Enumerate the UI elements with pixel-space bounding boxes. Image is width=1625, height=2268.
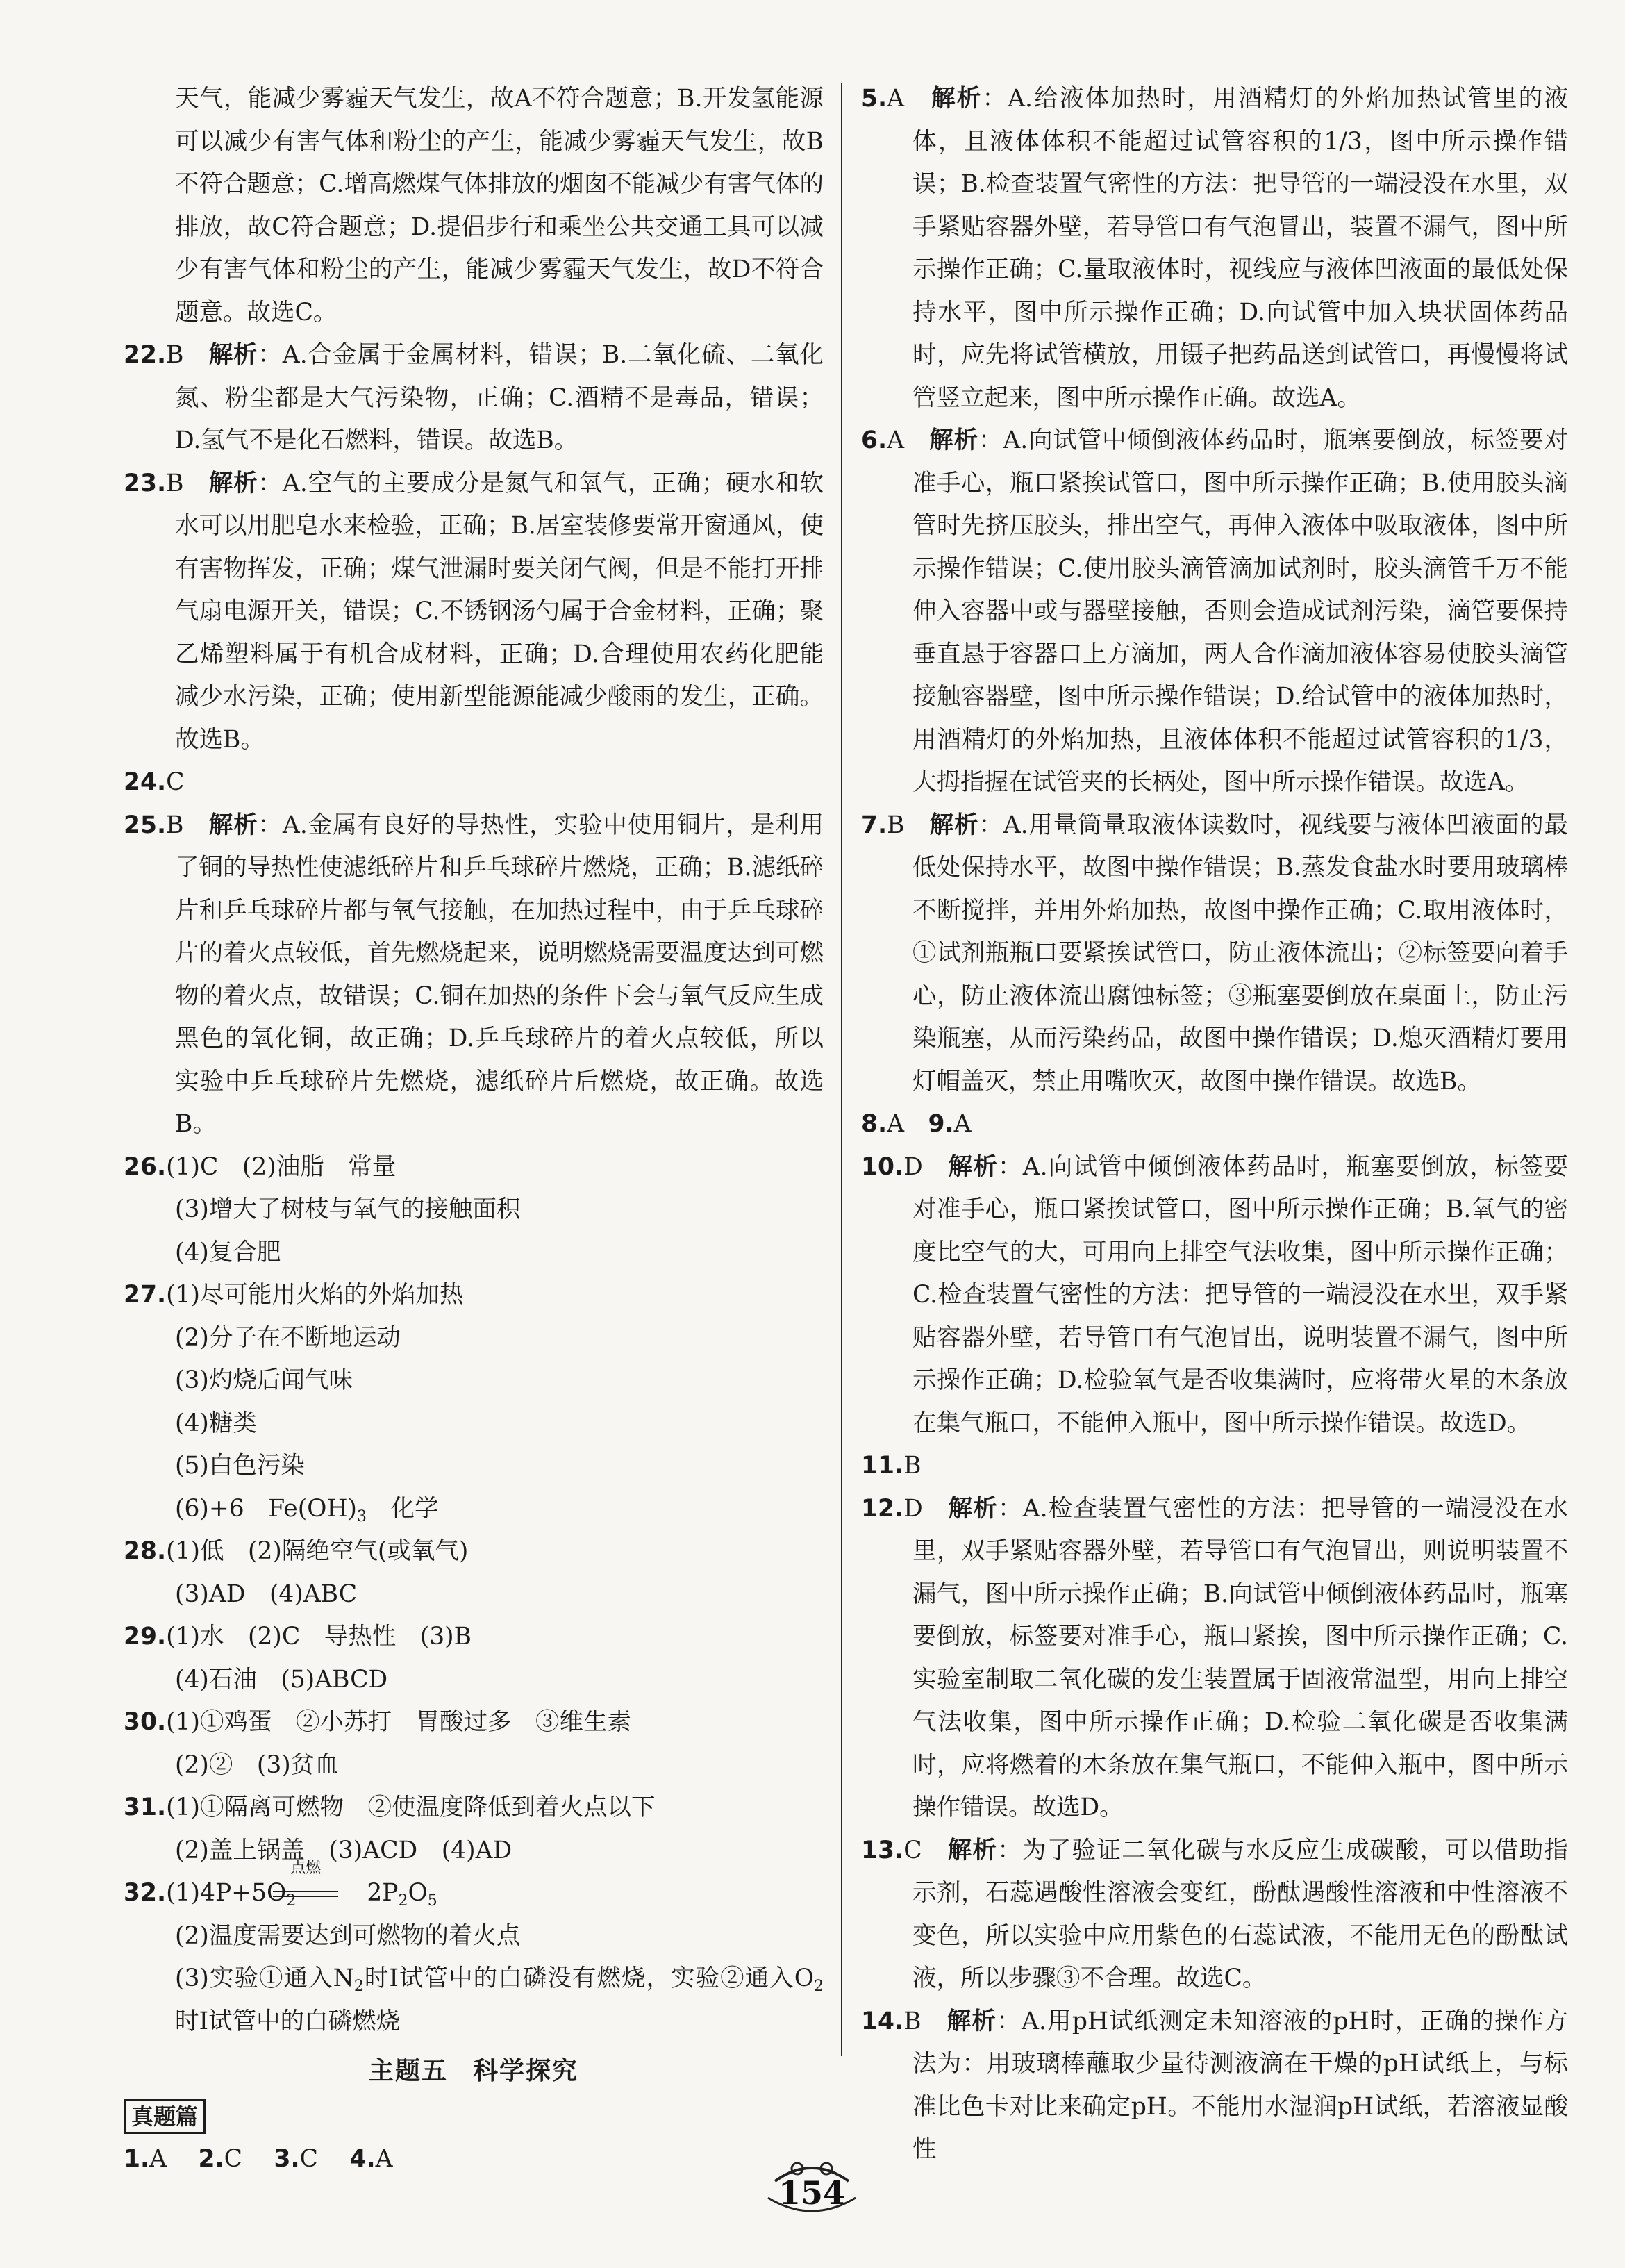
- answer-27-line: (5)白色污染: [175, 1452, 305, 1480]
- answer-30-line: (2)② (3)贫血: [175, 1750, 339, 1779]
- page-number: 154: [778, 2174, 846, 2212]
- answer-27-line: (6)+6 $Fe(OH)_3$ 化学: [175, 1494, 439, 1525]
- answer-32-line: (3)实验①通入$N_2$时Ⅰ试管中的白磷没有燃烧，实验②通入$O_2$时Ⅰ试管中的白磷燃烧: [175, 1964, 824, 2035]
- answer-32-line: (2)温度需要达到可燃物的着火点: [175, 1921, 521, 1950]
- answer-13: 13.C 解析：为了验证二氧化碳与水反应生成碳酸，可以借助指示剂，石蕊遇酸性溶液会变红，酚酞遇酸性溶液和中性溶液不变色，所以实验中应用紫色的石蕊试液，不能用无色的酚酞试液，所以步骤③不合理。故选C。: [861, 1836, 1569, 1992]
- answer-25: 25.B 解析：A.金属有良好的导热性，实验中使用铜片，是利用了铜的导热性使滤纸碎片和乒乓球碎片燃烧，正确；B.滤纸碎片和乒乓球碎片都与氧气接触，在加热过程中，由于乒乓球碎片的着火点较低，首先燃烧起来，说明燃烧需要温度达到可燃物的着火点，故错误；C.铜在加热的条件下会与氧气反应生成黑色的氧化铜，故正确；D.乒乓球碎片的着火点较低，所以实验中乒乓球碎片先燃烧，滤纸碎片后燃烧，故正确。故选B。: [124, 811, 824, 1138]
- answer-27-line: (4)糖类: [175, 1409, 257, 1437]
- answer-27-line: (3)灼烧后闻气味: [175, 1366, 353, 1394]
- answer-30: 30.(1)①鸡蛋 ②小苏打 胃酸过多 ③维生素: [124, 1708, 631, 1736]
- answer-7: 7.B 解析：A.用量筒量取液体读数时，视线要与液体凹液面的最低处保持水平，故图中操作错误；B.蒸发食盐水时要用玻璃棒不断搅拌，并用外焰加热，故图中操作正确；C.取用液体时，①试剂瓶瓶口要紧挨试管口，防止液体流出；②标签要向着手心，防止液体流出腐蚀标签；③瓶塞要倒放在桌面上，防止污染瓶塞，从而污染药品，故图中操作错误；D.熄灭酒精灯要用灯帽盖灭，禁止用嘴吹灭，故图中操作错误。故选B。: [861, 811, 1569, 1095]
- answer-26-line: (4)复合肥: [175, 1238, 281, 1266]
- answer-28: 28.(1)低 (2)隔绝空气(或氧气): [124, 1537, 469, 1565]
- answer-28-line: (3)AD (4)ABC: [175, 1580, 358, 1608]
- answer-6: 6.A 解析：A.向试管中倾倒液体药品时，瓶塞要倒放，标签要对准手心，瓶口紧挨试管口，图中所示操作正确；B.使用胶头滴管时先挤压胶头，排出空气，再伸入液体中吸取液体，图中所示操作错误；C.使用胶头滴管滴加试剂时，胶头滴管千万不能伸入容器中或与器壁接触，否则会造成试剂污染，滴管要保持垂直悬于容器口上方滴加，两人合作滴加液体容易使胶头滴管接触容器壁，图中所示操作错误；D.给试管中的液体加热时，用酒精灯的外焰加热，且液体体积不能超过试管容积的1/3，大拇指握在试管夹的长柄处，图中所示操作错误。故选A。: [861, 427, 1569, 796]
- answer-22: 22.B 解析：A.合金属于金属材料，错误；B.二氧化硫、二氧化氮、粉尘都是大气污染物，正确；C.酒精不是毒品，错误；D.氢气不是化石燃料，错误。故选B。: [124, 341, 824, 454]
- answer-31: 31.(1)①隔离可燃物 ②使温度降低到着火点以下: [124, 1794, 656, 1821]
- answer-29-line: (4)石油 (5)ABCD: [175, 1665, 388, 1694]
- answer-10: 10.D 解析：A.向试管中倾倒液体药品时，瓶塞要倒放，标签要对准手心，瓶口紧挨试管口，图中所示操作正确；B.氧气的密度比空气的大，可用向上排空气法收集，图中所示操作正确；C.检查装置气密性的方法：把导管的一端浸没在水里，双手紧贴容器外壁，若导管口有气泡冒出，说明装置不漏气，图中所示操作正确；D.检验氧气是否收集满时，应将带火星的木条放在集气瓶口，不能伸入瓶中，图中所示操作错误。故选D。: [861, 1152, 1568, 1437]
- answer-26: 26.(1)C (2)油脂 常量: [124, 1152, 397, 1181]
- equals-sign: [273, 1891, 338, 1897]
- answer-27: 27.(1)尽可能用火焰的外焰加热: [124, 1281, 464, 1309]
- answer-26-line: (3)增大了树枝与氧气的接触面积: [175, 1195, 521, 1223]
- left-column: [124, 78, 824, 2181]
- column-divider: [841, 83, 842, 2056]
- answer-14: 14.B 解析：A.用pH试纸测定未知溶液的pH时，正确的操作方法为：用玻璃棒蘸取少量待测液滴在干燥的pH试纸上，与标准比色卡对比来确定pH。不能用水湿润pH试纸，若溶液显酸性: [861, 2007, 1569, 2163]
- final-answers-row: 1.A 2.C 3.C 4.A: [124, 2145, 393, 2173]
- answer-27-line: (2)分子在不断地运动: [175, 1323, 401, 1352]
- answer-5: 5.A 解析：A.给液体加热时，用酒精灯的外焰加热试管里的液体，且液体体积不能超过试管容积的1/3，图中所示操作错误；B.检查装置气密性的方法：把导管的一端浸没在水里，双手紧贴容器外壁，若导管口有气泡冒出，装置不漏气，图中所示操作正确；C.量取液体时，视线应与液体凹液面的最低处保持水平，图中所示操作正确；D.向试管中加入块状固体药品时，应先将试管横放，用镊子把药品送到试管口，再慢慢将试管竖立起来，图中所示操作正确。故选A。: [861, 85, 1569, 412]
- answer-29: 29.(1)水 (2)C 导热性 (3)B: [124, 1623, 472, 1650]
- q21-continuation: 天气，能减少雾霾天气发生，故A不符合题意；B.开发氢能源可以减少有害气体和粉尘的产生，能减少雾霾天气发生，故B不符合题意；C.增高燃煤气体排放的烟囱不能减少有害气体的排放，故C符合题意；D.提倡步行和乘坐公共交通工具可以减少有害气体和粉尘的产生，能减少雾霾天气发生，故D不符合题意。故选C。: [175, 85, 824, 326]
- page-number-badge: [754, 2153, 869, 2227]
- answer-12: 12.D 解析：A.检查装置气密性的方法：把导管的一端浸没在水里，双手紧贴容器外壁，若导管口有气泡冒出，则说明装置不漏气，图中所示操作正确；B.向试管中倾倒液体药品时，瓶塞要倒放，标签要对准手心，瓶口紧挨，图中所示操作正确；C.实验室制取二氧化碳的发生装置属于固液常温型，用向上排空气法收集，图中所示操作正确；D.检验二氧化碳是否收集满时，应将燃着的木条放在集气瓶口，不能伸入瓶中，图中所示操作错误。故选D。: [861, 1494, 1568, 1821]
- answer-32-equation: $32.(1)4P+5O_2$ 点燃 $2P_2O_5$: [124, 1860, 438, 1910]
- answer-23: 23.B 解析：A.空气的主要成分是氮气和氧气，正确；硬水和软水可以用肥皂水来检验，正确；B.居室装修要常开窗通风，使有害物挥发，正确；煤气泄漏时要关闭气阀，但是不能打开排气扇电源开关，错误；C.不锈钢汤勺属于合金材料，正确；聚乙烯塑料属于有机合成材料，正确；D.合理使用农药化肥能减少水污染，正确；使用新型能源能减少酸雨的发生，正确。故选B。: [124, 469, 824, 754]
- reaction-condition: 点燃: [296, 1880, 367, 1905]
- section-title: 主题五 科学探究: [368, 2057, 579, 2085]
- answer-24: 24.C: [124, 768, 185, 796]
- section-tag: 真题篇: [124, 2099, 206, 2134]
- right-column: [861, 78, 1568, 2171]
- answer-11: 11.B: [861, 1452, 922, 1480]
- answer-8-9: 8.A 9.A: [861, 1110, 972, 1138]
- section-tag-row: [124, 2096, 824, 2139]
- answer-31-line: (2)盖上锅盖 (3)ACD (4)AD: [175, 1836, 512, 1864]
